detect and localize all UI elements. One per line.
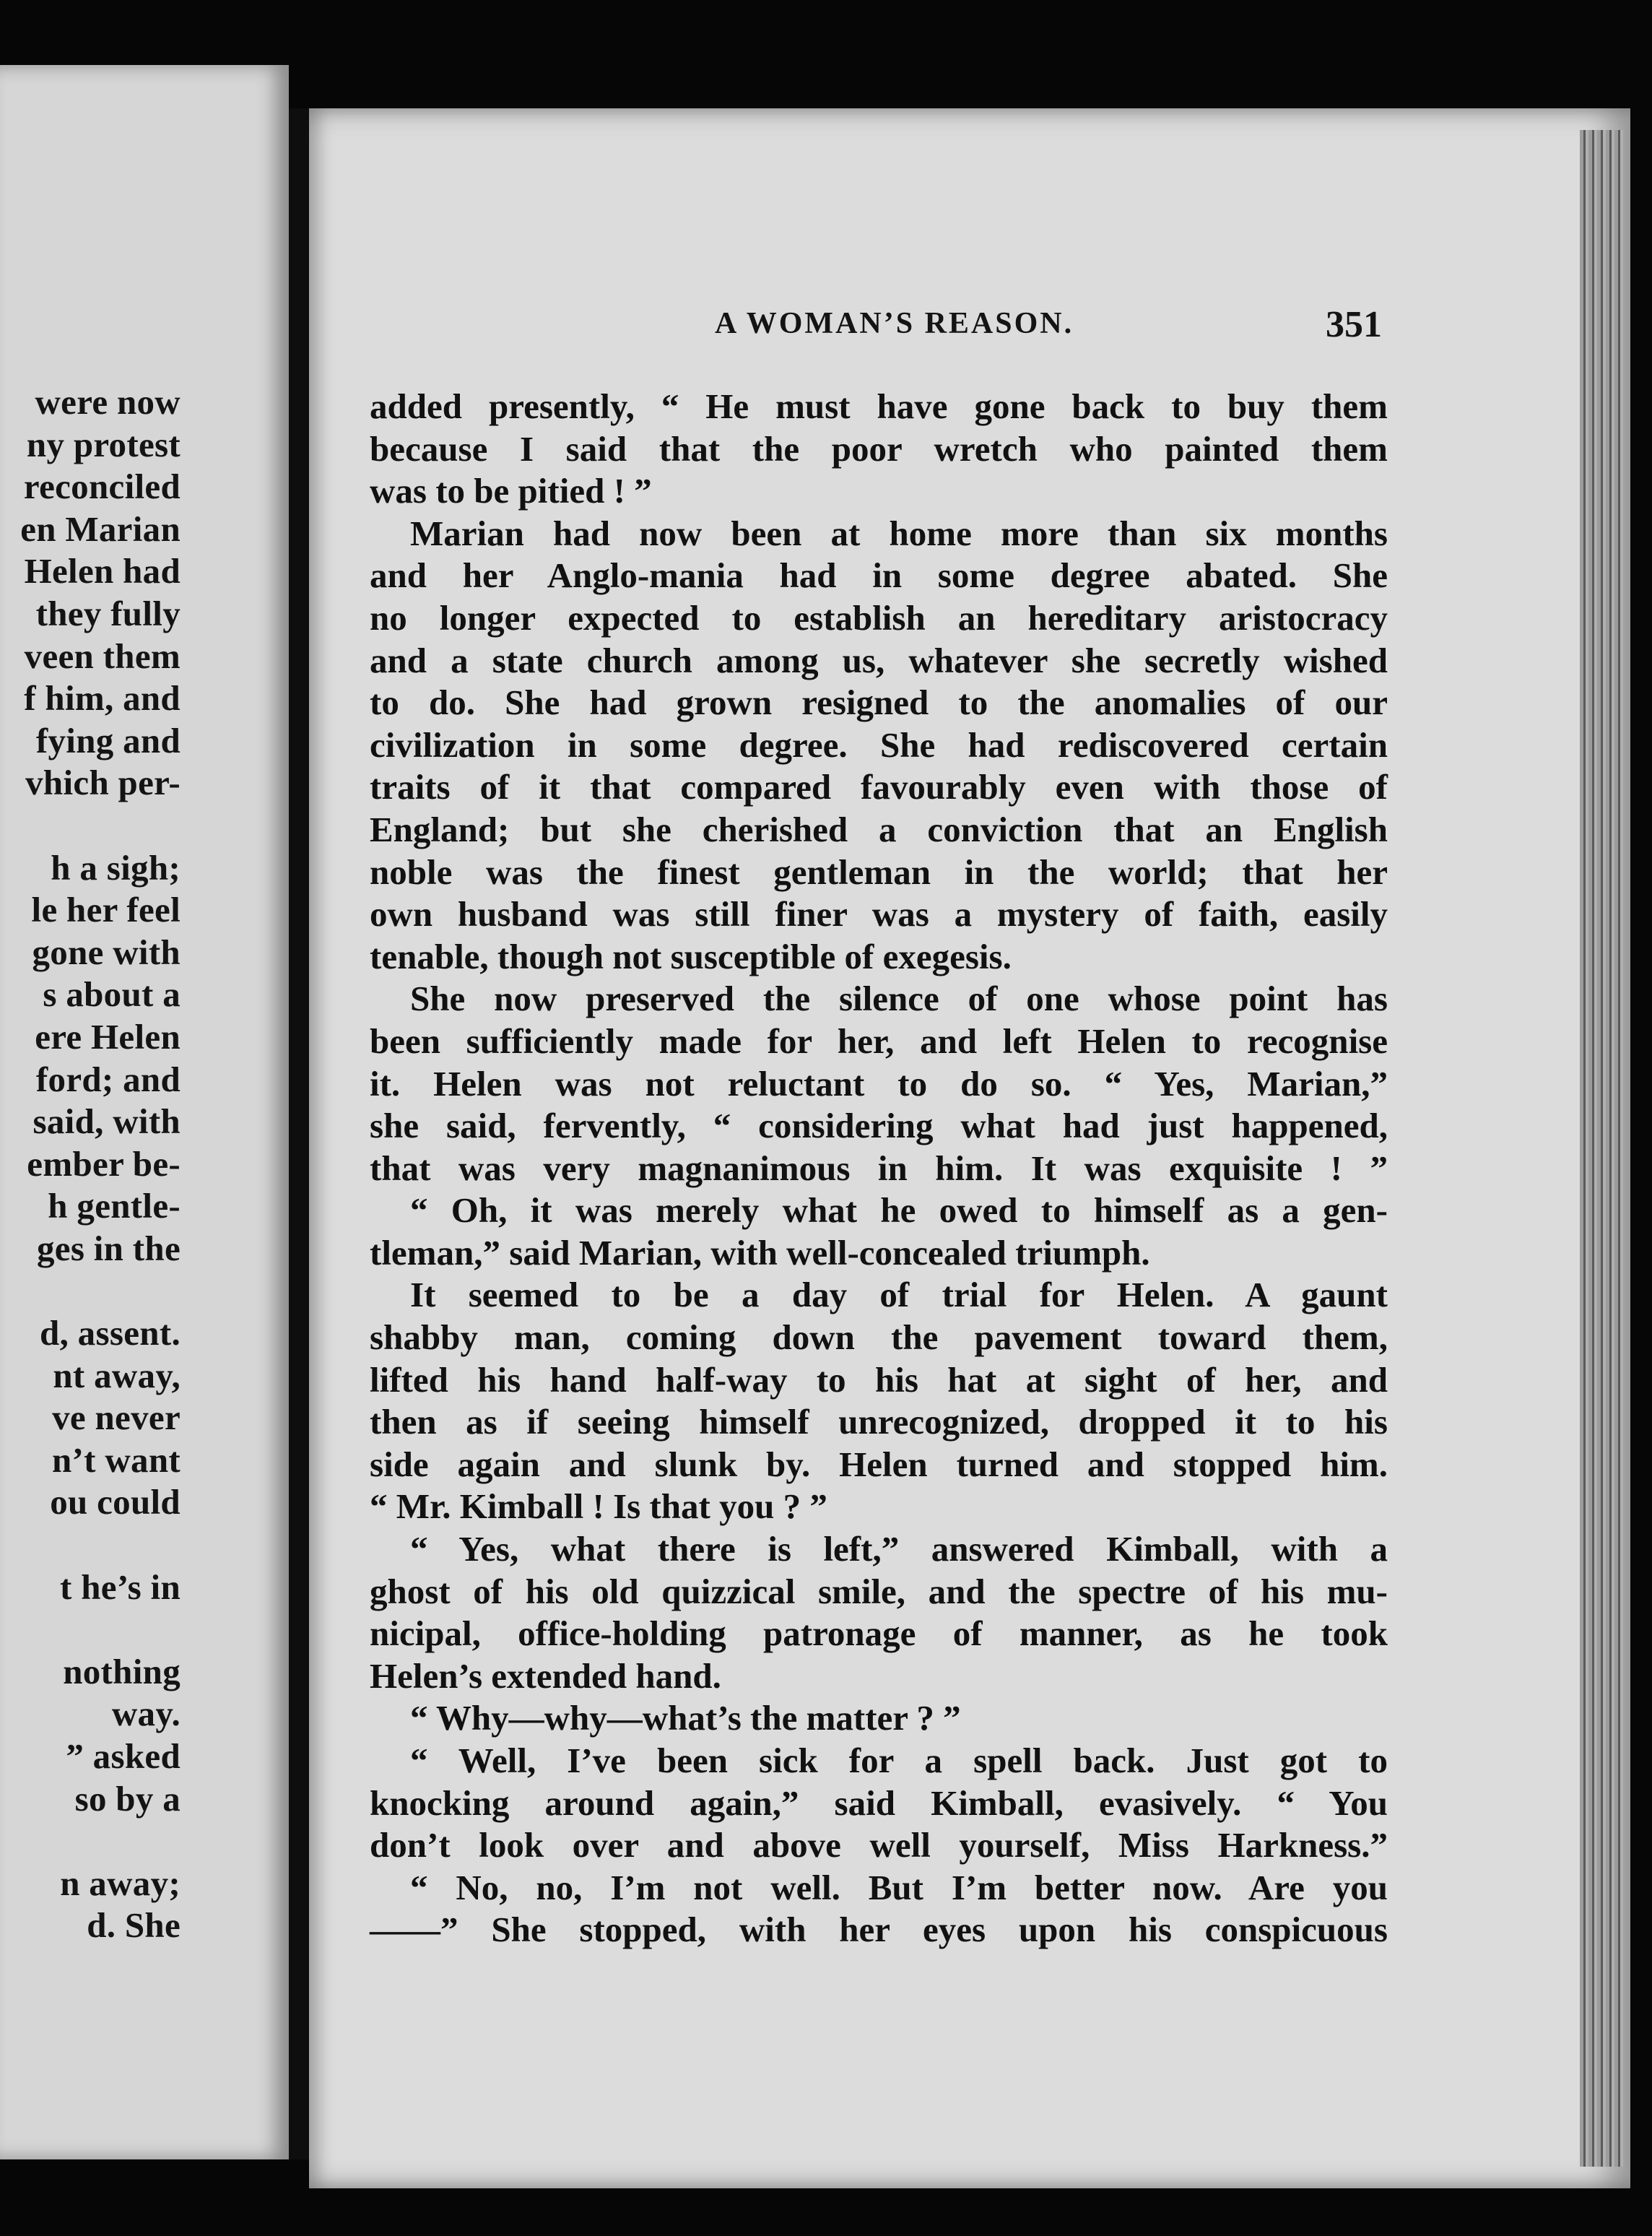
text-line: “ Mr. Kimball ! Is that you ? ” [370,1486,827,1527]
text-line: don’t look over and above well yourself, Miss Harkness.” [370,1825,1388,1866]
facing-page-line: f him, and [24,678,181,719]
body-text [370,386,1388,1951]
facing-page-line: h a sigh; [51,847,181,888]
facing-page-line: they fully [35,593,181,633]
text-line: Helen’s extended hand. [370,1655,721,1696]
text-line: because I said that the poor wretch who painted them [370,428,1388,469]
facing-page-line: nothing [63,1651,181,1691]
text-line: to do. She had grown resigned to the anomalies of our [370,682,1388,723]
facing-page-line: en Marian [20,508,181,549]
facing-page-line: ges in the [37,1228,181,1268]
facing-page-line: h gentle- [48,1186,181,1226]
text-line: “ Why—why—what’s the matter ? ” [410,1698,961,1738]
facing-page-line: were now [35,382,181,422]
facing-page-line: s about a [43,974,181,1015]
facing-page-line: ou could [50,1482,181,1522]
text-line: Marian had now been at home more than six months [410,513,1388,553]
text-line: “ Well, I’ve been sick for a spell back. Just got to [410,1741,1388,1780]
facing-page-line: t he’s in [60,1566,181,1607]
text-line: and her Anglo-mania had in some degree abated. She [370,555,1388,596]
text-line: civilization in some degree. She had rediscovered certain [370,724,1388,765]
text-line: ——” She stopped, with her eyes upon his conspicuous [370,1910,1388,1950]
facing-page-line [0,1524,181,1566]
facing-page-line: veen them [24,636,181,676]
text-line: no longer expected to establish an hereditary aristocracy [370,597,1388,638]
text-line: “ Yes, what there is left,” answered Kimball, with a [410,1529,1388,1569]
text-line: own husband was still finer was a mystery of faith, easily [370,894,1388,935]
text-line: tleman,” said Marian, with well-concealed triumph. [370,1232,1150,1273]
text-line: England; but she cherished a conviction that an English [370,809,1388,849]
text-line: been sufficiently made for her, and left Helen to recognise [370,1020,1388,1061]
page-edges [1580,130,1623,2167]
facing-page-line: so by a [74,1778,181,1819]
facing-page-line: ny protest [26,424,181,464]
facing-page-line [0,1820,181,1863]
text-line: shabby man, coming down the pavement toward them, [370,1317,1388,1358]
text-line: side again and slunk by. Helen turned and stopped him. [370,1444,1388,1484]
facing-page-line [0,1608,181,1651]
facing-page-line: d, assent. [40,1313,181,1353]
facing-page-line: ere Helen [35,1016,181,1057]
text-line: “ No, no, I’m not well. But I’m better now. Are you [410,1867,1388,1907]
running-head: A WOMAN’S REASON. [715,307,1074,340]
facing-page-line: Helen had [24,551,181,592]
facing-page-line: n away; [60,1863,181,1903]
page-number: 351 [1326,304,1382,345]
text-line: tenable, though not susceptible of exegesis. [370,936,1012,976]
text-line: that was very magnanimous in him. It was exquisite ! ” [370,1148,1388,1188]
facing-page-line: gone with [32,932,181,972]
text-line: then as if seeing himself unrecognized, dropped it to his [370,1402,1388,1442]
text-line: was to be pitied ! ” [370,471,652,511]
book-spine-gutter [289,108,309,2159]
facing-page-line [0,1270,181,1312]
facing-page-text-fragments [0,381,181,1947]
text-line: and a state church among us, whatever she secretly wished [370,640,1388,680]
facing-page-line: ” asked [66,1736,181,1776]
text-line: noble was the finest gentleman in the world; that her [370,852,1388,892]
facing-page-line: fying and [35,720,181,760]
facing-page-left [0,65,289,2159]
text-line: knocking around again,” said Kimball, evasively. “ You [370,1782,1388,1823]
facing-page-line: n’t want [52,1439,181,1480]
facing-page-line: nt away, [53,1355,181,1395]
text-line: ghost of his old quizzical smile, and the spectre of his mu- [370,1571,1388,1611]
text-line: She now preserved the silence of one whose point has [410,979,1388,1019]
facing-page-line: ford; and [35,1059,181,1099]
text-line: “ Oh, it was merely what he owed to himself as a gen- [410,1190,1388,1231]
facing-page-line: ve never [52,1398,181,1438]
facing-page-line: reconciled [23,467,181,507]
facing-page-line: said, with [32,1101,181,1142]
facing-page-line: d. She [87,1905,181,1946]
text-line: it. Helen was not reluctant to do so. “ Yes, Marian,” [370,1063,1388,1104]
facing-page-line: way. [111,1694,181,1734]
text-line: traits of it that compared favourably even with those of [370,767,1388,807]
text-line: nicipal, office-holding patronage of manner, as he took [370,1613,1388,1654]
text-line: It seemed to be a day of trial for Helen. A gaunt [410,1275,1388,1315]
text-line: lifted his hand half-way to his hat at sight of her, and [370,1359,1388,1400]
facing-page-line: vhich per- [25,763,181,803]
facing-page-line: ember be- [27,1143,181,1184]
text-line: she said, fervently, “ considering what had just happened, [370,1106,1388,1146]
facing-page-line [0,805,181,847]
facing-page-line: le her feel [31,890,181,930]
text-line: added presently, “ He must have gone back to buy them [370,386,1388,426]
